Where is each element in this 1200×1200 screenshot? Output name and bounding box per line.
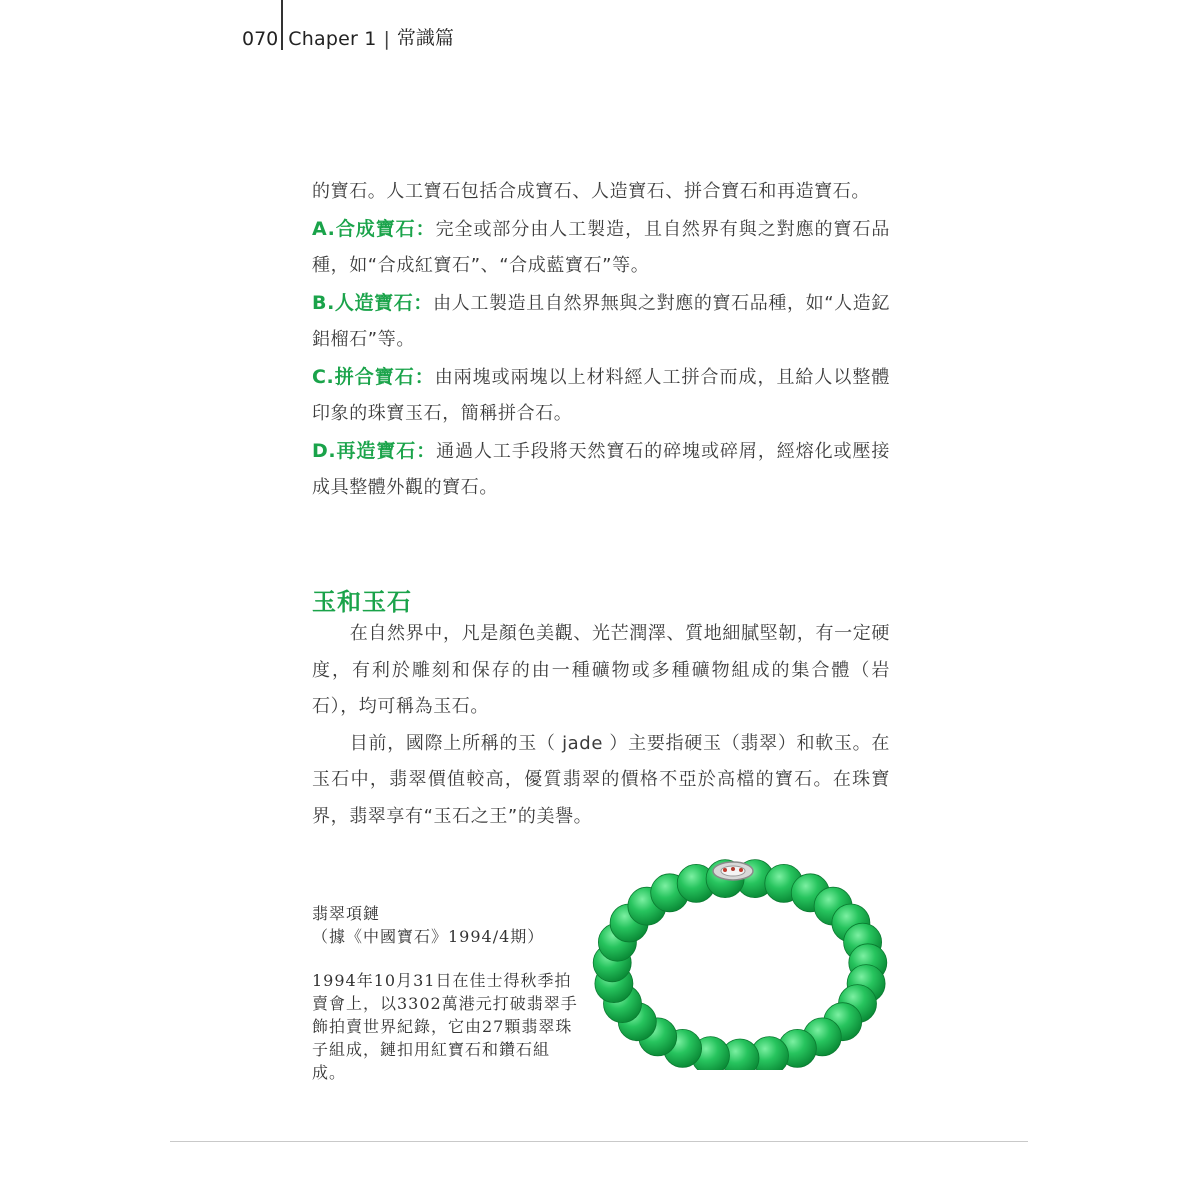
definition-text: 完全或部分由人工製造，且自然界有與之對應的寶石品種，如“合成紅寶石”、“合成藍寶石”等。 (312, 218, 890, 276)
caption-title: 翡翠項鏈 (312, 904, 381, 923)
footer-rule (170, 1141, 1028, 1142)
section-title: 玉和玉石 (312, 588, 412, 616)
header-separator: | (383, 28, 390, 50)
definition-c (312, 359, 890, 433)
definition-a (312, 211, 890, 285)
necklace-clasp (713, 862, 753, 880)
definition-text: 由兩塊或兩塊以上材料經人工拼合而成，且給人以整體印象的珠寶玉石，簡稱拼合石。 (312, 366, 890, 424)
section-body (312, 616, 890, 835)
definition-b (312, 285, 890, 359)
definition-text: 通過人工手段將天然寶石的碎塊或碎屑，經熔化或壓接成具整體外觀的寶石。 (312, 440, 890, 498)
page-number: 070 (242, 28, 279, 50)
section-paragraph: 目前，國際上所稱的玉（ jade ）主要指硬玉（翡翠）和軟玉。在玉石中，翡翠價值較高，優質翡翠的價格不亞於高檔的寶石。在珠寶界，翡翠享有“玉石之王”的美譽。 (312, 732, 890, 827)
caption-source: （據《中國寶石》1994/4期） (312, 927, 545, 946)
caption-description: 1994年10月31日在佳士得秋季拍賣會上，以3302萬港元打破翡翠手飾拍賣世界紀錄，它由27顆翡翠珠子組成，鏈扣用紅寶石和鑽石組成。 (312, 971, 578, 1082)
definition-text: 由人工製造且自然界無與之對應的寶石品種，如“人造釔鋁榴石”等。 (312, 292, 890, 350)
definition-term: C.拼合寶石： (312, 365, 435, 388)
figure-caption (312, 902, 582, 1084)
definition-term: B.人造寶石： (312, 291, 434, 314)
running-header (242, 22, 454, 56)
chapter-label: Chaper 1 (288, 28, 377, 50)
section-paragraph: 在自然界中，凡是顏色美觀、光芒潤澤、質地細膩堅韌，有一定硬度，有利於雕刻和保存的由一種礦物或多種礦物組成的集合體（岩石），均可稱為玉石。 (312, 623, 890, 717)
definitions-block (312, 174, 890, 507)
definition-term: D.再造寶石： (312, 439, 437, 462)
jade-necklace-image (585, 850, 895, 1070)
necklace-beads (593, 860, 887, 1070)
part-label: 常識篇 (396, 27, 454, 49)
intro-paragraph: 的寶石。人工寶石包括合成寶石、人造寶石、拼合寶石和再造寶石。 (312, 181, 870, 202)
definition-d (312, 433, 890, 507)
definition-term: A.合成寶石： (312, 217, 436, 240)
